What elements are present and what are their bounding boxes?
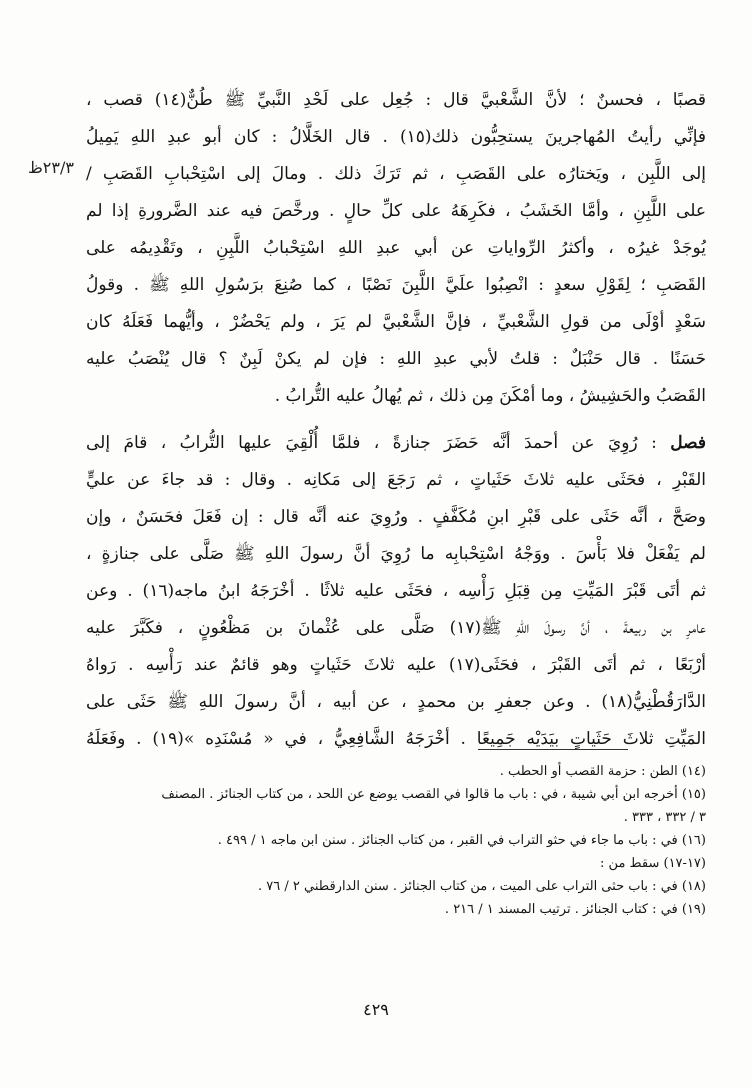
text-line: على اللَّبِنِ ، وأمَّا الخَشَبُ ، فكَرِهَهُ على كلِّ حالٍ . ورخَّصَ فيه عند الضَّرورةِ إذا لم xyxy=(86,201,706,221)
footnote: (١٤) الطن : حزمة القصب أو الحطب . xyxy=(499,764,706,779)
main-text xyxy=(86,82,706,758)
text-line: فإنِّي رأيتُ المُهاجرينَ يستحِبُّون ذلك(١٥) . قال الخَلَّالُ : كان أبو عبدِ اللهِ يَمِيلُ xyxy=(86,127,706,147)
text-line: وصَحَّ ، أنَّه حَثَى على قَبْرِ ابنِ مُكَفَّفٍ . ورُوِيَ عنه أنَّه قال : إن فَعَلَ فحَسَنٌ ، وإن xyxy=(86,507,706,527)
footnote: (١٦) في : باب ما جاء في حثو التراب في القبر ، من كتاب الجنائز . سنن ابن ماجه ١ / ٤٩٩ . xyxy=(217,833,706,848)
page-number: ٤٢٩ xyxy=(363,1000,389,1019)
footnote: (١٧-١٧) سقط من : xyxy=(600,856,706,871)
text-line: الدَّارَقُطْنِيُّ(١٨) . وعن جعفرِ بن محمدٍ ، عن أبيه ، أنَّ رسولَ اللهِ ﷺ حَثَى على xyxy=(86,692,706,712)
footnote: (١٨) في : باب حثى التراب على الميت ، من كتاب الجنائز . سنن الدارقطني ٢ / ٧٦ . xyxy=(258,879,706,894)
footnote: (١٩) في : كتاب الجنائز . ترتيب المسند ١ / ٢١٦ . xyxy=(444,902,706,917)
text-line: إلى اللَّبِن ، ويَختارُه على القَصَبِ ، ثم تَرَكَ ذلك . ومالَ إلى اسْتِحْبابِ القَصَبِ / xyxy=(86,164,706,184)
text-line: القَصَبِ ؛ لِقَوْلِ سعدٍ : انْصِبُوا علَيَّ اللَّبِنَ نَصْبًا ، كما صُنِعَ برَسُولِ اللهِ ﷺ . وقولُ xyxy=(86,275,706,295)
text-line-rest: : رُوِيَ عن أحمدَ أنَّه حَضَرَ جنازةً ، فلمَّا أُلْقِيَ عليها التُّرابُ ، قامَ إلى xyxy=(86,433,657,453)
text-line: سَعْدٍ أوْلَى من قولِ الشَّعْبيِّ ، فإنَّ الشَّعْبيَّ لم يَرَ ، ولم يَحْضُرْ ، وأيُّهما فَعَلَهُ كان xyxy=(86,312,706,332)
footnote-divider xyxy=(478,749,628,750)
text-line: عامرِ بن ربيعةَ ، أنَّ رسولَ اللهِ ﷺ(١٧) صَلَّى على عُثْمانَ بن مَظْعُونٍ ، فكَبَّرَ عليه xyxy=(86,618,706,638)
section-heading: فصل xyxy=(670,433,706,453)
paragraph-2 xyxy=(86,425,706,758)
text-line: ثم أتَى قَبْرَ المَيِّتِ مِن قِبَلِ رَأْسِه ، فحَثَى عليه ثلاثًا . أخْرَجَهُ ابنُ ماجه(١٦) . وعن xyxy=(86,581,706,601)
text-line: القَصَبُ والحَشِيشُ ، وما أمْكَنَ مِن ذلك ، ثم يُهالُ عليه التُّرابُ . xyxy=(274,386,706,406)
text-line: أرْبَعًا ، ثم أتَى القَبْرَ ، فحَثَى(١٧) عليه ثلاثَ حَثَياتٍ وهو قائمٌ عند رَأْسِه . رَواهُ xyxy=(86,655,706,675)
footnote: ٣ / ٣٣٢ ، ٣٣٣ . xyxy=(623,810,706,825)
text-line: حَسَنًا . قال حَنْبَلٌ : قلتُ لأبي عبدِ اللهِ : فإن لم يكنْ لَبِنٌ ؟ قال يُنْصَبُ عليه xyxy=(86,349,706,369)
footnote: (١٥) أخرجه ابن أبي شيبة ، في : باب ما قالوا في القصب يوضع عن اللحد ، من كتاب الجنائز . المصنف xyxy=(161,787,706,802)
text-line: لم يَفْعَلْ فلا بَأْسَ . ووَجْهُ اسْتِحْبابِه ما رُوِيَ أنَّ رسولَ اللهِ ﷺ صَلَّى على جنازةٍ ، xyxy=(86,544,706,564)
text-line: المَيِّتِ ثلاثَ حَثَياتٍ بيَدَيْه جَمِيعًا . أخْرَجَهُ الشَّافِعِيُّ ، في « مُسْنَدِه »(١٩) . وفَعَلَهُ xyxy=(86,729,706,749)
text-line: القَبْرِ ، فحَثَى عليه ثلاثَ حَثَياتٍ ، ثم رَجَعَ إلى مَكانِه . وقال : قد جاءَ عن عليٍّ xyxy=(86,470,706,490)
text-line: يُوجَدْ غيرُه ، وأكثرُ الرِّواياتِ عن أبي عبدِ اللهِ اسْتِحْبابُ اللَّبِنِ ، وتَقْدِيمُه على xyxy=(86,238,706,258)
paragraph-1 xyxy=(86,82,706,415)
text-line xyxy=(86,425,706,462)
footnotes xyxy=(86,760,706,921)
text-line: قصبًا ، فحسنٌ ؛ لأنَّ الشَّعْبيَّ قال : جُعِل على لَحْدِ النَّبيِّ ﷺ طُنٌّ(١٤) قصب ، xyxy=(86,90,706,110)
margin-folio-note: ٢٣/٣ظ xyxy=(28,158,74,177)
